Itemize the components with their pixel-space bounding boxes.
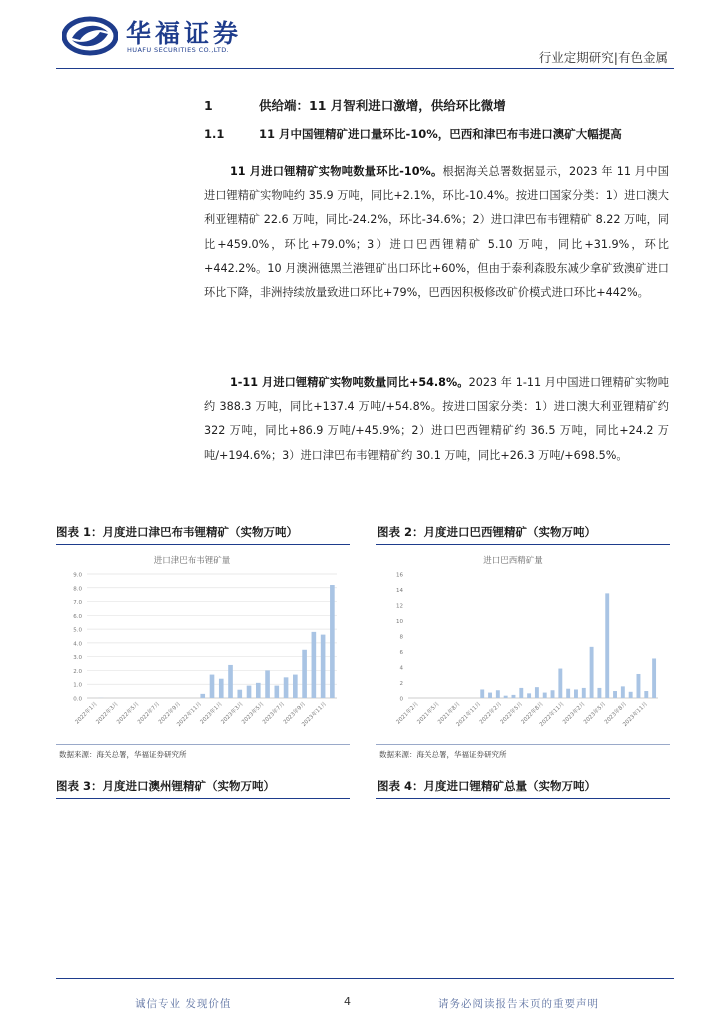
bar (219, 679, 224, 698)
figure-1-title: 图表 1：月度进口津巴布韦锂精矿（实物万吨） (56, 525, 299, 539)
company-logo-en: HUAFU SECURITIES CO.,LTD. (127, 46, 230, 54)
x-tick-label: 2022年3月 (95, 701, 120, 726)
chart-title: 进口津巴布韦锂矿量 (153, 556, 231, 566)
x-tick-label: 2023年1月 (199, 701, 224, 726)
bar (590, 647, 594, 698)
x-tick-label: 2022年5月 (116, 701, 141, 726)
subsection-number: 1.1 (204, 127, 225, 141)
figure-1-source: 数据来源：海关总署，华福证券研究所 (59, 750, 187, 759)
section-title: 供给端：11 月智利进口激增，供给环比微增 (259, 98, 506, 113)
bar (652, 658, 656, 698)
subsection-heading (204, 126, 622, 142)
x-tick-label: 2021年2月 (395, 701, 420, 726)
bar (496, 690, 500, 698)
company-logo-cn: 华福证券 (126, 19, 243, 48)
y-tick-label: 6 (399, 650, 403, 656)
y-tick-label: 4 (399, 665, 403, 672)
figure-4-title: 图表 4：月度进口锂精矿总量（实物万吨） (377, 779, 597, 793)
paragraph-lead: 11 月进口锂精矿实物吨数量环比-10%。 (230, 165, 443, 178)
figure-1-top-rule (56, 544, 350, 545)
bar (527, 693, 531, 698)
bar (574, 689, 578, 698)
y-tick-label: 8.0 (73, 586, 82, 593)
y-tick-label: 3.0 (73, 655, 82, 662)
bar (312, 632, 317, 698)
y-tick-label: 0 (399, 696, 403, 703)
bar (597, 688, 601, 698)
bar (605, 593, 609, 698)
bar (504, 696, 508, 698)
document-type: 行业定期研究|有色金属 (538, 50, 668, 65)
y-tick-label: 5.0 (73, 627, 82, 634)
bar (644, 691, 648, 698)
company-logo-icon (62, 16, 118, 56)
bar (480, 689, 484, 698)
page-number: 4 (344, 995, 351, 1008)
y-tick-label: 2.0 (73, 668, 82, 675)
figure-2-source: 数据来源：海关总署，华福证券研究所 (379, 750, 507, 759)
chart-brazil-imports (378, 546, 670, 748)
x-tick-label: 2022年2月 (478, 701, 504, 726)
bar (302, 650, 307, 698)
x-tick-label: 2023年2月 (562, 701, 587, 726)
bar (200, 694, 205, 698)
bar (210, 675, 215, 698)
x-tick-label: 2022年8月 (520, 701, 545, 726)
x-tick-label: 2022年9月 (157, 701, 183, 726)
footer-divider (56, 978, 674, 979)
bar (582, 688, 586, 698)
x-tick-label: 2023年11月 (622, 701, 649, 729)
bar (637, 674, 641, 698)
bar (535, 687, 539, 698)
x-tick-label: 2022年7月 (136, 701, 162, 726)
paragraph-ytd-imports (204, 371, 669, 468)
x-tick-label: 2023年9月 (282, 701, 308, 726)
bar (512, 695, 516, 698)
bar (321, 635, 326, 698)
x-tick-label: 2021年5月 (416, 701, 441, 726)
x-tick-label: 2023年5月 (241, 701, 266, 726)
subsection-title: 11 月中国锂精矿进口量环比-10%，巴西和津巴布韦进口澳矿大幅提高 (259, 127, 622, 141)
header-divider (56, 68, 674, 69)
bar (558, 669, 562, 698)
paragraph-monthly-imports (204, 160, 669, 305)
x-tick-label: 2022年11月 (176, 701, 203, 729)
figure-3-top-rule (56, 798, 350, 799)
figure-2-bottom-rule (376, 744, 670, 745)
x-tick-label: 2023年3月 (220, 701, 245, 726)
bar (488, 693, 492, 698)
x-tick-label: 2022年11月 (538, 701, 566, 729)
bar (256, 683, 261, 698)
bar (275, 686, 280, 698)
bar (284, 677, 289, 698)
bar (247, 686, 252, 698)
bar (519, 688, 523, 698)
y-tick-label: 9.0 (73, 572, 82, 579)
y-tick-label: 10 (396, 619, 403, 625)
x-tick-label: 2022年1月 (74, 701, 99, 726)
bar (566, 689, 570, 698)
bar (237, 690, 242, 698)
y-tick-label: 12 (396, 603, 403, 610)
chart-title: 进口巴西精矿量 (483, 556, 543, 566)
x-tick-label: 2021年8月 (437, 701, 462, 726)
x-tick-label: 2023年11月 (301, 701, 328, 729)
bar (293, 675, 298, 698)
figure-2-top-rule (376, 544, 670, 545)
figure-1-chart (57, 546, 349, 748)
y-tick-label: 2 (399, 681, 403, 687)
bar (265, 670, 270, 698)
bar (543, 693, 547, 698)
y-tick-label: 7.0 (73, 600, 82, 607)
paragraph-body: 根据海关总署数据显示，2023 年 11 月中国进口锂精矿实物吨约 35.9 万吨，同比+2.1%，环比-10.4%。按进口国家分类：1）进口澳大利亚锂精矿 22.6 万吨，同比-24.2%，环比-34.6%；2）进口津巴布韦锂精矿 8.22 万吨，同比+459.0%，环比+79.0%；3）进口巴西锂精矿 5.10 万吨，同比+31.9%，环比+442.2%。10 月澳洲德黑兰港锂矿出口环比+60%，但由于泰利森股东减少拿矿致澳矿进口环比下降，非洲持续放量致进口环比+79%，巴西因积极修改矿价模式进口环比+442%。 (204, 165, 669, 300)
bar (551, 690, 555, 698)
figure-2-title: 图表 2：月度进口巴西锂精矿（实物万吨） (377, 525, 597, 539)
figure-4-top-rule (376, 798, 670, 799)
paragraph-body: 2023 年 1-11 月中国进口锂精矿实物吨约 388.3 万吨，同比+137.4 万吨/+54.8%。按进口国家分类：1）进口澳大利亚锂精矿约 322 万吨，同比+86.9 万吨/+45.9%；2）进口巴西锂精矿约 36.5 万吨，同比+24.2 万吨/+194.6%；3）进口津巴布韦锂精矿约 30.1 万吨，同比+26.3 万吨/+698.5%。 (204, 376, 669, 462)
paragraph-lead: 1-11 月进口锂精矿实物吨数量同比+54.8%。 (230, 376, 469, 389)
y-tick-label: 0.0 (73, 696, 82, 703)
x-tick-label: 2023年7月 (261, 701, 287, 726)
bar (613, 691, 617, 698)
y-tick-label: 8 (399, 634, 403, 641)
y-tick-label: 1.0 (73, 682, 82, 689)
footer-slogan: 诚信专业 发现价值 (135, 998, 232, 1010)
footer-disclaimer: 请务必阅读报告末页的重要声明 (438, 998, 599, 1010)
x-tick-label: 2021年11月 (455, 701, 483, 729)
y-tick-label: 4.0 (73, 641, 82, 648)
x-tick-label: 2023年8月 (603, 701, 629, 726)
figure-2-chart (378, 546, 670, 748)
chart-zimbabwe-imports (57, 546, 349, 748)
y-tick-label: 14 (396, 588, 403, 594)
figure-3-title: 图表 3：月度进口澳州锂精矿（实物万吨） (56, 779, 276, 793)
figure-1-bottom-rule (56, 744, 350, 745)
x-tick-label: 2023年5月 (582, 701, 608, 726)
bar (629, 692, 633, 698)
y-tick-label: 6.0 (73, 613, 82, 620)
bar (621, 686, 625, 698)
section-number: 1 (204, 98, 213, 113)
bar (330, 585, 335, 698)
section-heading (204, 96, 506, 114)
x-tick-label: 2022年5月 (499, 701, 524, 726)
y-tick-label: 16 (396, 572, 403, 579)
bar (228, 665, 233, 698)
